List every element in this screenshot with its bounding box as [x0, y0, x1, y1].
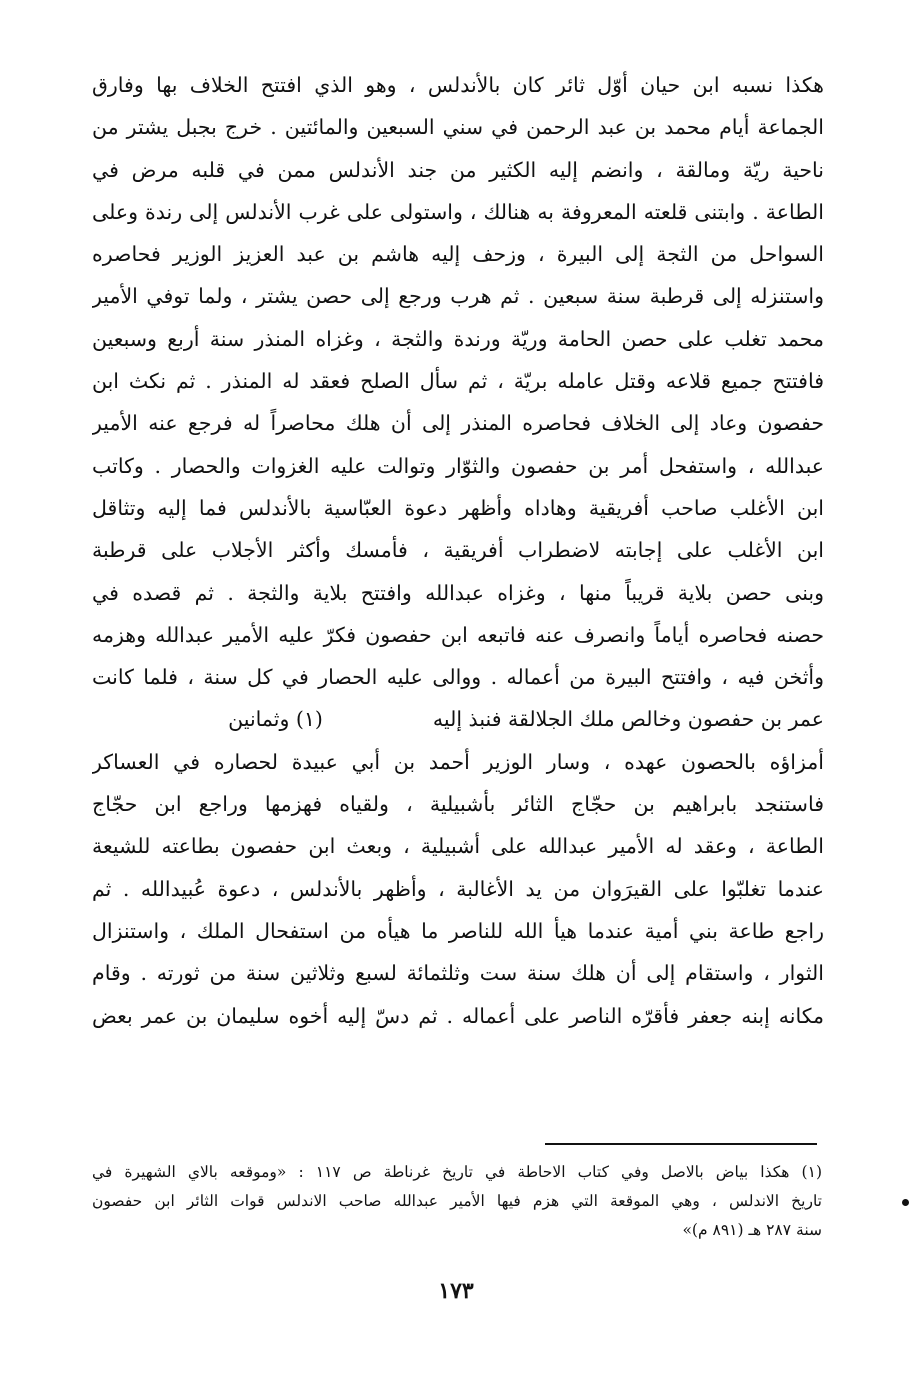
text-line: عندما تغلبّوا على القيرَوان من يد الأغالبة ، وأظهر بالأندلس ، دعوة عُبيدالله . ثم — [92, 876, 824, 901]
text-line: ابن الأغلب صاحب أفريقية وهاداه وأظهر دعوة العبّاسية بالأندلس فما إليه وتثاقل — [92, 495, 824, 520]
main-text — [92, 64, 824, 1037]
split-line-right: عمر بن حفصون وخالص ملك الجلالقة فنبذ إليه — [432, 707, 824, 732]
text-line: راجع طاعة بني أمية عندما هيأ الله للناصر ما هيأه من استفحال الملك ، واستنزال — [92, 918, 824, 943]
text-line: الجماعة أيام محمد بن عبد الرحمن في سني السبعين والمائتين . خرج بجبل يشتر من — [92, 115, 824, 140]
text-line: حصنه فحاصره أياماً وانصرف عنه فاتبعه ابن حفصون فكرّ عليه الأمير عبدالله وهزمه — [92, 622, 824, 647]
footnote-line: تاريخ الاندلس ، وهي الموقعة التي هزم فيها الأمير عبدالله صاحب الاندلس قوات الثائر ابن حفصون — [92, 1192, 822, 1210]
text-line: الطاعة ، وعقد له الأمير عبدالله على أشبيلية ، وبعث ابن حفصون بطاعته للشيعة — [92, 834, 824, 859]
text-line: هكذا نسبه ابن حيان أوّل ثائر كان بالأندلس ، وهو الذي افتتح الخلاف بها وفارق — [92, 73, 824, 97]
text-line: ناحية ريّة ومالقة ، وانضم إليه الكثير من جند الأندلس ممن في قلبه مرض في — [92, 157, 824, 182]
text-line: الثوار ، واستقام إلى أن هلك سنة ست وثلثمائة لسبع وثلاثين سنة من ثورته . وقام — [92, 961, 824, 986]
text-line: وأثخن فيه ، وافتتح البيرة من أعماله . ووالى عليه الحصار في كل سنة ، فلما كانت — [92, 665, 824, 690]
margin-dot-mark — [902, 1199, 909, 1206]
text-line: أمزاؤه بالحصون عهده ، وسار الوزير أحمد بن أبي عبيدة لحصاره في العساكر — [92, 749, 824, 774]
footnote-divider — [545, 1143, 817, 1145]
text-line: حفصون وعاد إلى الخلاف فحاصره المنذر إلى أن هلك محاصراً له فرجع عنه الأمير — [92, 411, 824, 436]
text-line: فافتتح جميع قلاعه وقتل عامله بريّة ، ثم سأل الصلح فعقد له المنذر . ثم نكث ابن — [92, 369, 824, 394]
footnote-line: (١) هكذا بياض بالاصل وفي كتاب الاحاطة في تاريخ غرناطة ص ١١٧ : «وموقعه بالاي الشهيرة في — [92, 1163, 822, 1181]
text-line-with-gap — [92, 698, 824, 740]
footnote — [92, 1158, 822, 1245]
footnote-line: سنة ٢٨٧ هـ (٨٩١ م)» — [682, 1221, 822, 1239]
text-line: فاستنجد بابراهيم بن حجّاج الثائر بأشبيلية ، ولقياه فهزمها وراجع ابن حجّاج — [92, 792, 824, 817]
footnote-marker: (١) — [295, 707, 323, 732]
page-number: ١٧٣ — [438, 1278, 474, 1304]
split-line-left: وثمانين — [228, 707, 290, 732]
text-line: محمد تغلب على حصن الحامة وريّة ورندة والثجة ، وغزاه المنذر سنة أربع وسبعين — [92, 326, 824, 351]
text-line: وبنى حصن بلاية قريباً منها ، وغزاه عبدالله وافتتح بلاية والثجة . ثم قصده في — [92, 580, 824, 605]
text-line: ابن الأغلب على إجابته لاضطراب أفريقية ، فأمسك وأكثر الأجلاب على قرطبة — [92, 538, 824, 563]
text-line: السواحل من الثجة إلى البيرة ، وزحف إليه هاشم بن عبد العزيز الوزير فحاصره — [92, 242, 824, 267]
text-line: واستنزله إلى قرطبة سنة سبعين . ثم هرب ورجع إلى حصن يشتر ، ولما توفي الأمير — [92, 284, 824, 309]
text-line: عبدالله ، واستفحل أمر بن حفصون والثوّار وتوالت عليه الغزوات والحصار . وكاتب — [92, 453, 824, 478]
text-line: مكانه إبنه جعفر فأقرّه الناصر على أعماله . ثم دسّ إليه أخوه سليمان بن عمر بعض — [92, 1003, 824, 1028]
text-line: الطاعة . وابتنى قلعته المعروفة به هنالك ، واستولى على غرب الأندلس إلى رندة وعلى — [92, 199, 824, 224]
